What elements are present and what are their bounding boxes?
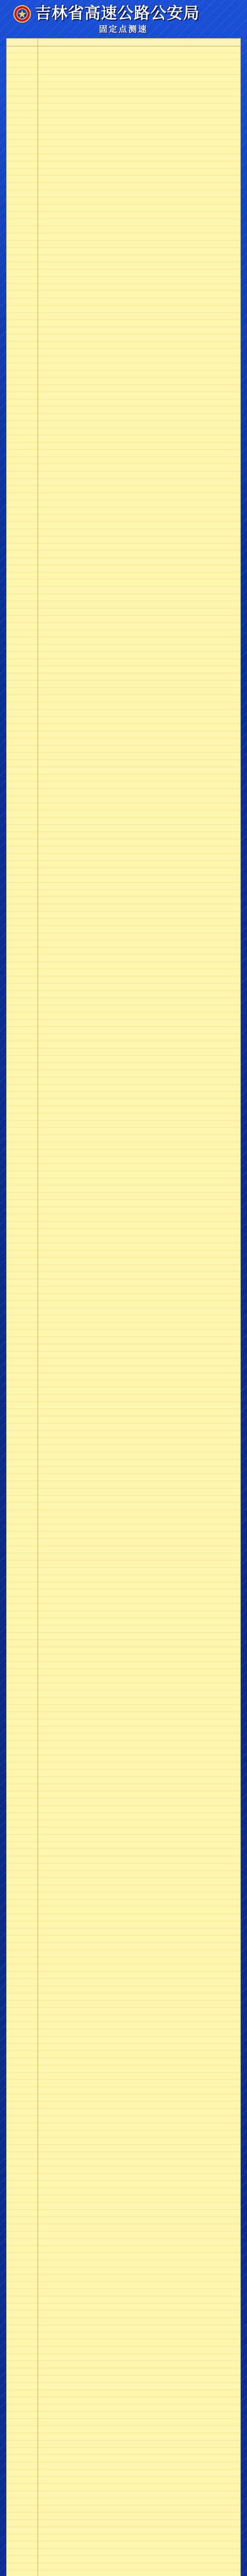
list-header-row [7, 39, 240, 46]
speed-camera-list [6, 38, 241, 2576]
page-subtitle: 固定点测速 [99, 24, 148, 34]
police-emblem-icon [13, 5, 31, 23]
header [0, 0, 247, 36]
page-title: 吉林省高速公路公安局 [35, 4, 200, 23]
